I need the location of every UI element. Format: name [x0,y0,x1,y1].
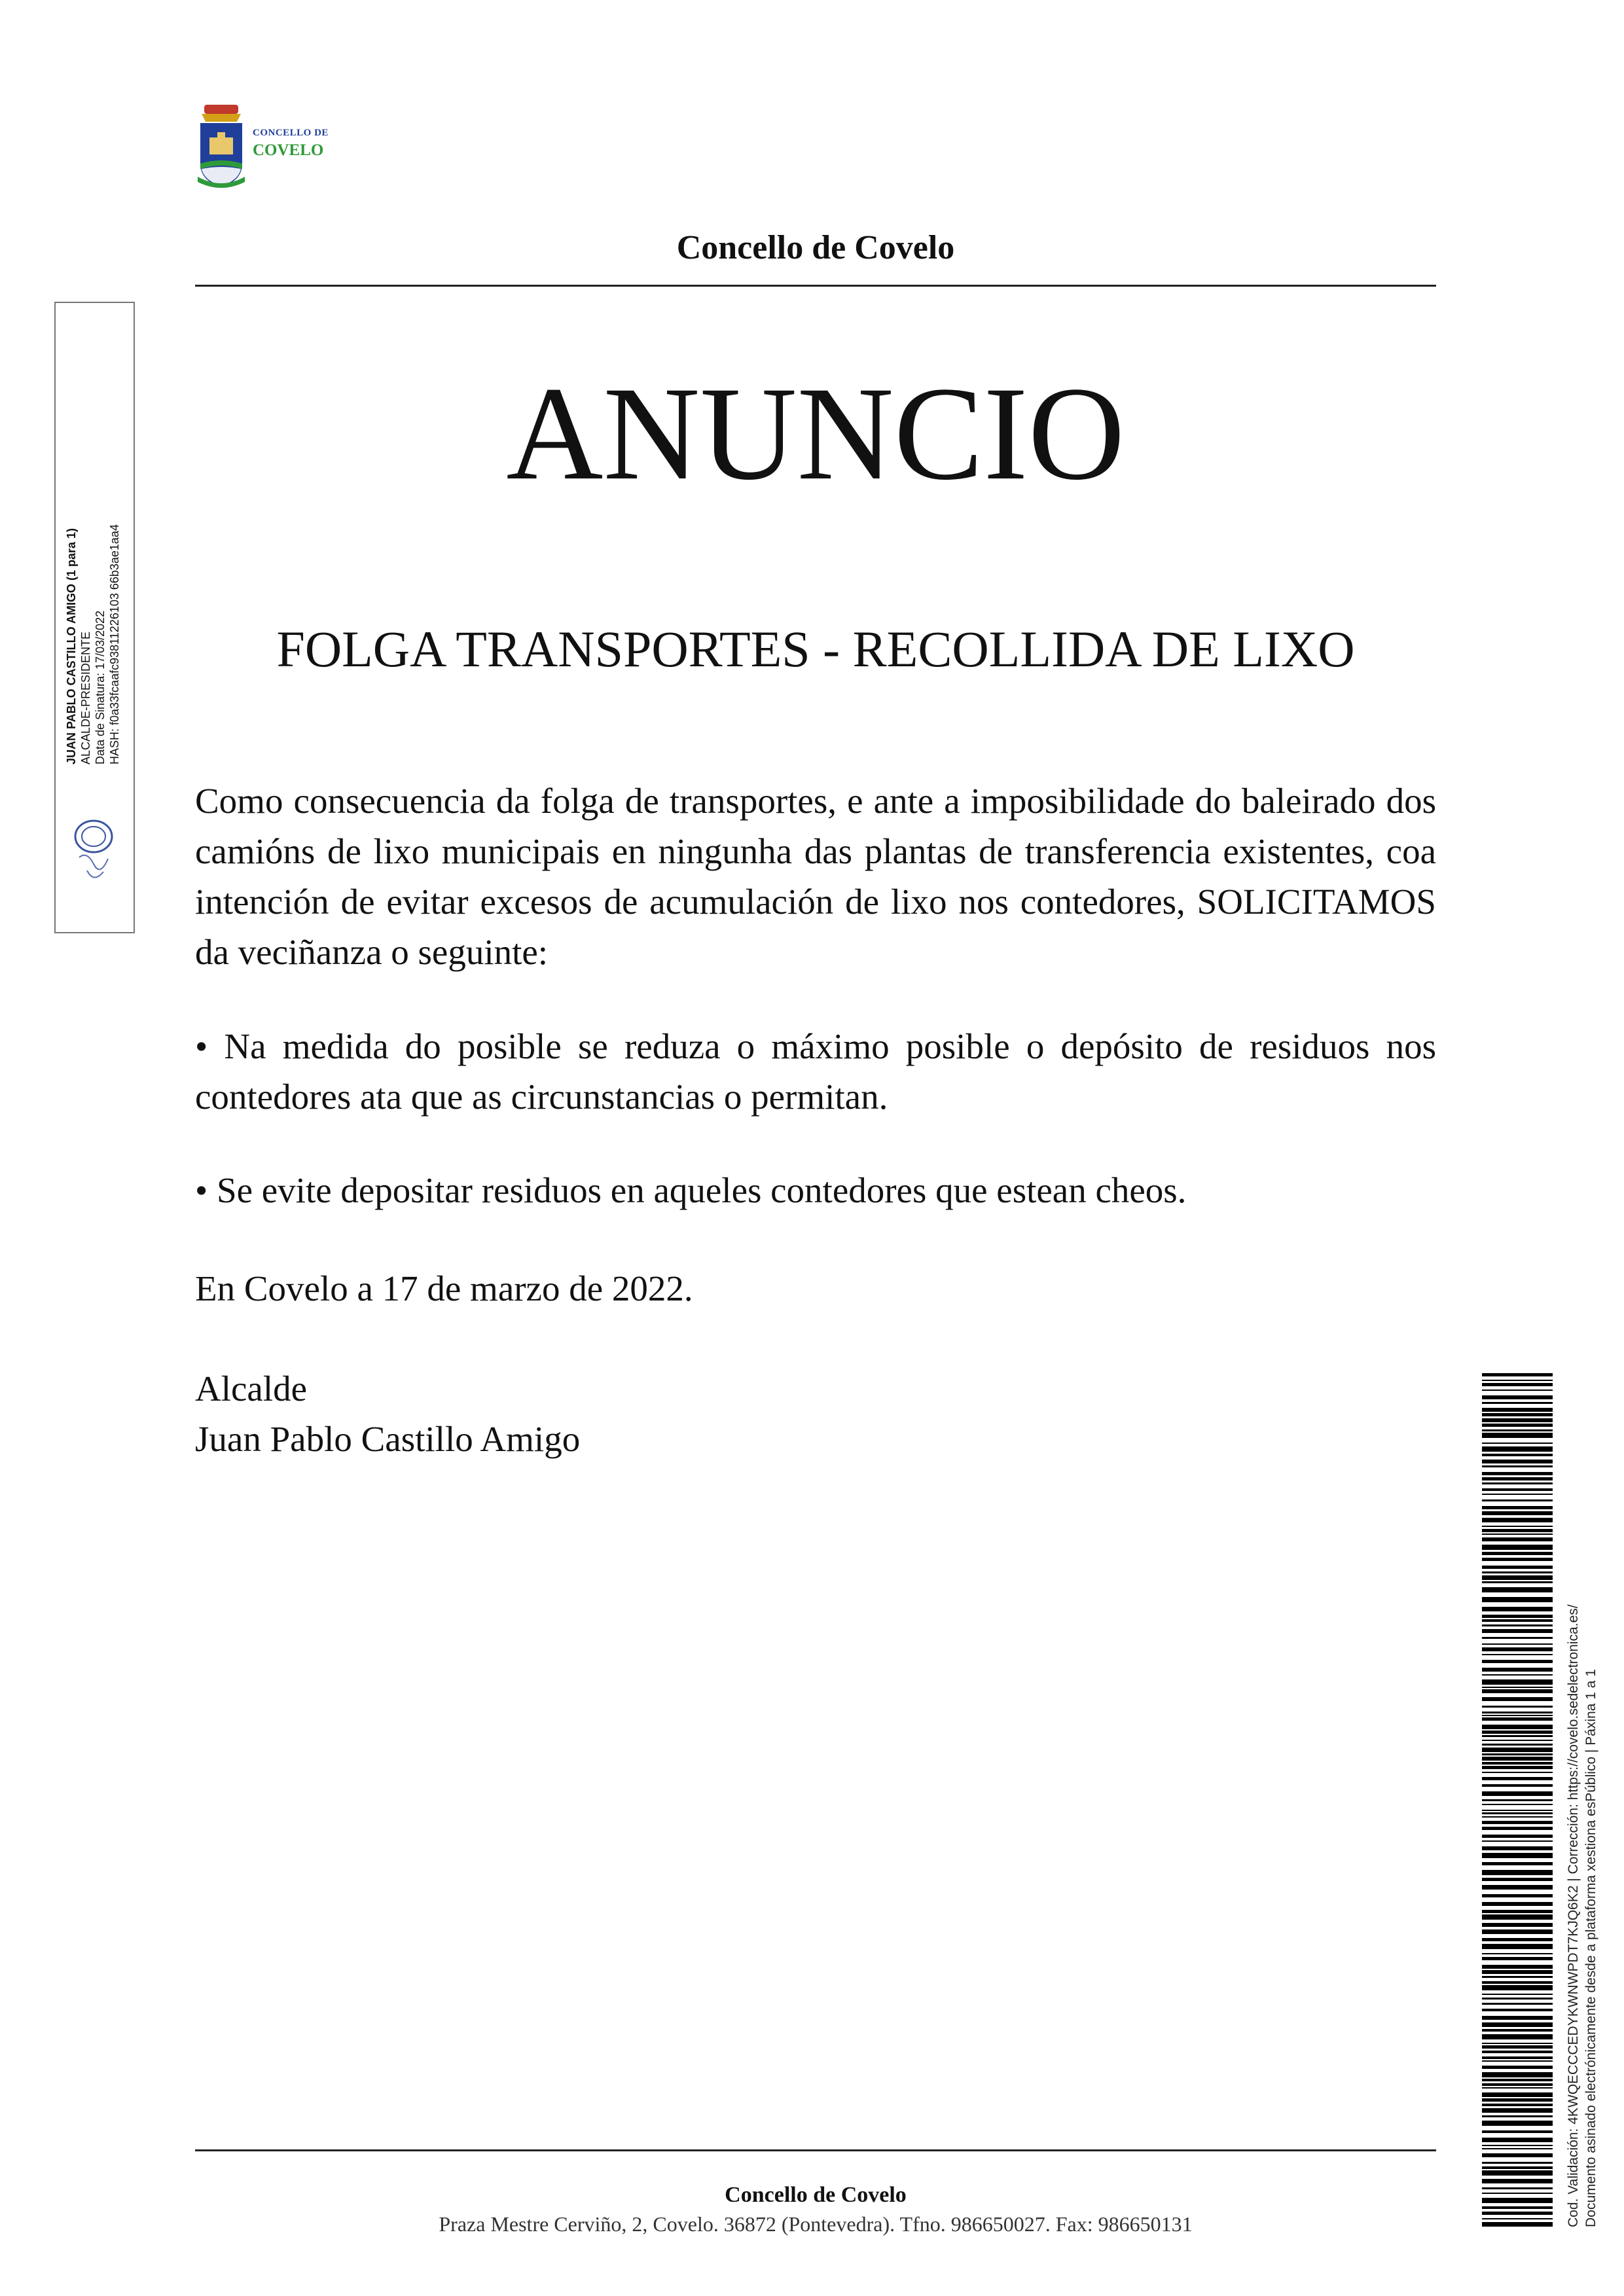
barcode-bar [1482,1870,1553,1875]
barcode-bar [1482,2043,1553,2044]
barcode-bar [1482,1668,1553,1672]
logo-line1: CONCELLO DE [253,128,329,138]
barcode-bar [1482,1944,1553,1949]
barcode-bar [1482,2022,1553,2027]
barcode-bar [1482,1619,1553,1622]
barcode-bar [1482,1835,1553,1838]
barcode-bar [1482,1804,1553,1805]
validation-platform: Documento asinado electrónicamente desde a plataforma xestiona esPúblico | Páxina 1 a 1 [1583,1669,1598,2227]
municipal-logo [195,103,352,192]
bullet-item: • Se evite depositar residuos en aqueles contedores que estean cheos. [195,1170,1187,1210]
barcode-bar [1482,2060,1553,2062]
barcode-bar [1482,2218,1553,2219]
barcode-bar [1482,2108,1553,2113]
barcode-bar [1482,1862,1553,1865]
barcode-bar [1482,1885,1553,1890]
barcode-bar [1482,2138,1553,2142]
bullet-item: • Na medida do posible se reduza o máximo posible o depósito de residuos nos contedores ata que as circunstancias o permitan. [195,1026,1436,1117]
signature-signer: JUAN PABLO CASTILLO AMIGO (1 para 1) [65,528,78,764]
barcode-bar [1482,1674,1553,1676]
barcode-bar [1482,1740,1553,1741]
barcode-bar [1482,2092,1553,2097]
barcode-bar [1482,1418,1553,1422]
barcode-bar [1482,2222,1553,2227]
barcode-bar [1482,1687,1553,1688]
barcode-bar [1482,2066,1553,2069]
barcode-bar [1482,2166,1553,2169]
barcode-bar [1482,2072,1553,2077]
barcode-bar [1482,1607,1553,1611]
barcode-bar [1482,1571,1553,1573]
barcode-bar [1482,2009,1553,2011]
barcode-bar [1482,1587,1553,1592]
barcode-bar [1482,1717,1553,1721]
barcode-bar [1482,1821,1553,1824]
barcode-bar [1482,2115,1553,2117]
barcode-bar [1482,1597,1553,1602]
barcode-bar [1482,2148,1553,2149]
barcode-bar [1482,2034,1553,2039]
barcode-bar [1482,1791,1553,1796]
barcode-bar [1482,1390,1553,1391]
barcode-bar [1482,1840,1553,1842]
barcode-bar [1482,2083,1553,2086]
barcode-bar [1482,1643,1553,1645]
footer-divider [195,2149,1436,2151]
barcode-bar [1482,1753,1553,1755]
barcode-bar [1482,2121,1553,2126]
barcode-bar [1482,1408,1553,1412]
date-line: En Covelo a 17 de marzo de 2022. [195,1268,693,1308]
barcode-bar [1482,1433,1553,1438]
barcode-bar [1482,1981,1553,1984]
barcode-bar [1482,1499,1553,1501]
barcode-bar [1482,1846,1553,1850]
barcode-bar [1482,1581,1553,1583]
barcode-bar [1482,1923,1553,1927]
header-divider [195,285,1436,287]
validation-text [1564,1604,1600,2227]
barcode-bar [1482,1799,1553,1801]
barcode-bar [1482,1910,1553,1913]
barcode-bar [1482,1526,1553,1527]
barcode-bar [1482,2079,1553,2081]
coat-of-arms-icon [195,103,247,192]
barcode-bar [1482,2056,1553,2059]
footer-address: Praza Mestre Cerviño, 2, Covelo. 36872 (Pontevedra). Tfno. 986650027. Fax: 986650131 [439,2212,1193,2236]
signature-role: ALCALDE-PRESIDENTE [79,631,92,764]
validation-code: Cod. Validación: 4KWQECCCEDYKWNWPDT7KJQ6K2 | Corrección: https://covelo.sedelectronica.es/ [1566,1604,1581,2227]
barcode-bar [1482,1929,1553,1934]
barcode-bar [1482,2198,1553,2203]
barcode-bar [1482,2029,1553,2032]
barcode-bar [1482,1413,1553,1416]
barcode-bar [1482,1878,1553,1881]
barcode-bar [1482,1506,1553,1509]
barcode-bar [1482,1731,1553,1734]
barcode-bar [1482,1402,1553,1404]
barcode-bar [1482,1482,1553,1484]
barcode-bar [1482,1454,1553,1456]
barcode-bar [1482,1637,1553,1639]
barcode-bar [1482,1477,1553,1480]
barcode-bar [1482,1552,1553,1555]
barcode-bar [1482,1615,1553,1618]
barcode-bar [1482,2193,1553,2194]
barcode-bar [1482,1938,1553,1941]
barcode-bar [1482,1679,1553,1685]
barcode-bar [1482,2051,1553,2053]
barcode-bar [1482,2016,1553,2020]
barcode-bar [1482,1654,1553,1655]
seal-icon [67,812,120,890]
barcode-bar [1482,1537,1553,1541]
barcode-bar [1482,2179,1553,2183]
barcode-bar [1482,1424,1553,1427]
barcode-bar [1482,1647,1553,1651]
logo-line2: COVELO [253,141,324,159]
barcode-bar [1482,1712,1553,1713]
barcode-bar [1482,1529,1553,1532]
barcode-bar [1482,1953,1553,1954]
signature-hash: HASH: f0a33fcaafc93811226103 66b3ae1aa4 [108,524,121,764]
document-subtitle: FOLGA TRANSPORTES - RECOLLIDA DE LIXO [276,620,1355,677]
barcode-bar [1482,1545,1553,1550]
barcode-bar [1482,1766,1553,1769]
barcode-bar [1482,1494,1553,1495]
intro-paragraph: Como consecuencia da folga de transportes, e ante a imposibilidade do baleirado dos camións de lixo municipais en ningunha das plantas de transferencia existentes, coa intención de evitar excesos de acumulación de lixo nos contedores, SOLICITAMOS da veciñanza o seguinte: [195,781,1436,972]
barcode-bar [1482,2087,1553,2089]
barcode-bar [1482,1488,1553,1491]
barcode-bar [1482,1777,1553,1780]
barcode-bar [1482,2130,1553,2133]
barcode-bar [1482,2003,1553,2005]
barcode-bar [1482,2098,1553,2102]
barcode-bar [1482,1715,1553,1716]
barcode-bar [1482,1985,1553,1990]
barcode-bar [1482,1465,1553,1467]
barcode-bar [1482,1827,1553,1830]
barcode-bar [1482,1558,1553,1561]
barcode-bar [1482,1914,1553,1920]
barcode-bar [1482,1566,1553,1569]
barcode-bar [1482,1965,1553,1969]
barcode-bar [1482,1748,1553,1752]
barcode-bar [1482,1902,1553,1906]
barcode-bar [1482,1443,1553,1444]
barcode-bar [1482,1957,1553,1960]
barcode-bar [1482,1383,1553,1386]
barcode-bar [1482,1534,1553,1535]
signature-text [64,524,122,764]
barcode-bar [1482,1575,1553,1580]
barcode-bar [1482,1725,1553,1729]
barcode-bar [1482,1744,1553,1746]
barcode-bar [1482,1629,1553,1633]
barcode-bar [1482,1812,1553,1814]
footer-name: Concello de Covelo [725,2183,907,2207]
barcode-bar [1482,1460,1553,1463]
signer-role: Alcalde [195,1369,308,1408]
barcode-bar [1482,2162,1553,2164]
document-heading: ANUNCIO [506,359,1125,508]
barcode-bar [1482,2045,1553,2049]
barcode-bar [1482,1810,1553,1811]
barcode-bar [1482,1762,1553,1765]
barcode-bar [1482,2170,1553,2176]
barcode-bar [1482,1976,1553,1978]
barcode-bar [1482,1660,1553,1663]
barcode-bar [1482,1446,1553,1452]
barcode-bar [1482,1735,1553,1737]
barcode-bar [1482,1518,1553,1522]
signer-name: Juan Pablo Castillo Amigo [195,1419,581,1459]
barcode-bar [1482,1689,1553,1693]
barcode-bar [1482,1757,1553,1761]
barcode-bar [1482,1511,1553,1515]
barcode-bar [1482,2145,1553,2146]
barcode-bar [1482,1706,1553,1708]
barcode-bar [1482,1994,1553,1995]
barcode-bar [1482,2187,1553,2189]
barcode-bar [1482,1380,1553,1381]
barcode-bar [1482,1373,1553,1376]
barcode-bar [1482,1816,1553,1818]
barcode-bar [1482,1772,1553,1773]
barcode-bar [1482,2212,1553,2215]
barcode-bar [1482,1429,1553,1431]
barcode-bar [1482,1472,1553,1475]
barcode-bar [1482,1624,1553,1626]
barcode-bar [1482,1894,1553,1897]
logo-text [253,128,329,158]
barcode-bar [1482,1697,1553,1701]
barcode-icon [1482,1373,1553,2227]
barcode-bar [1482,2153,1553,2157]
barcode-bar [1482,1853,1553,1858]
signature-date: Data de Sinatura: 17/03/2022 [94,610,107,764]
barcode-bar [1482,2104,1553,2106]
barcode-bar [1482,1784,1553,1787]
barcode-bar [1482,1998,1553,2000]
barcode-bar [1482,1970,1553,1974]
barcode-bar [1482,2206,1553,2209]
header-title: Concello de Covelo [676,229,955,266]
barcode-bar [1482,1395,1553,1399]
